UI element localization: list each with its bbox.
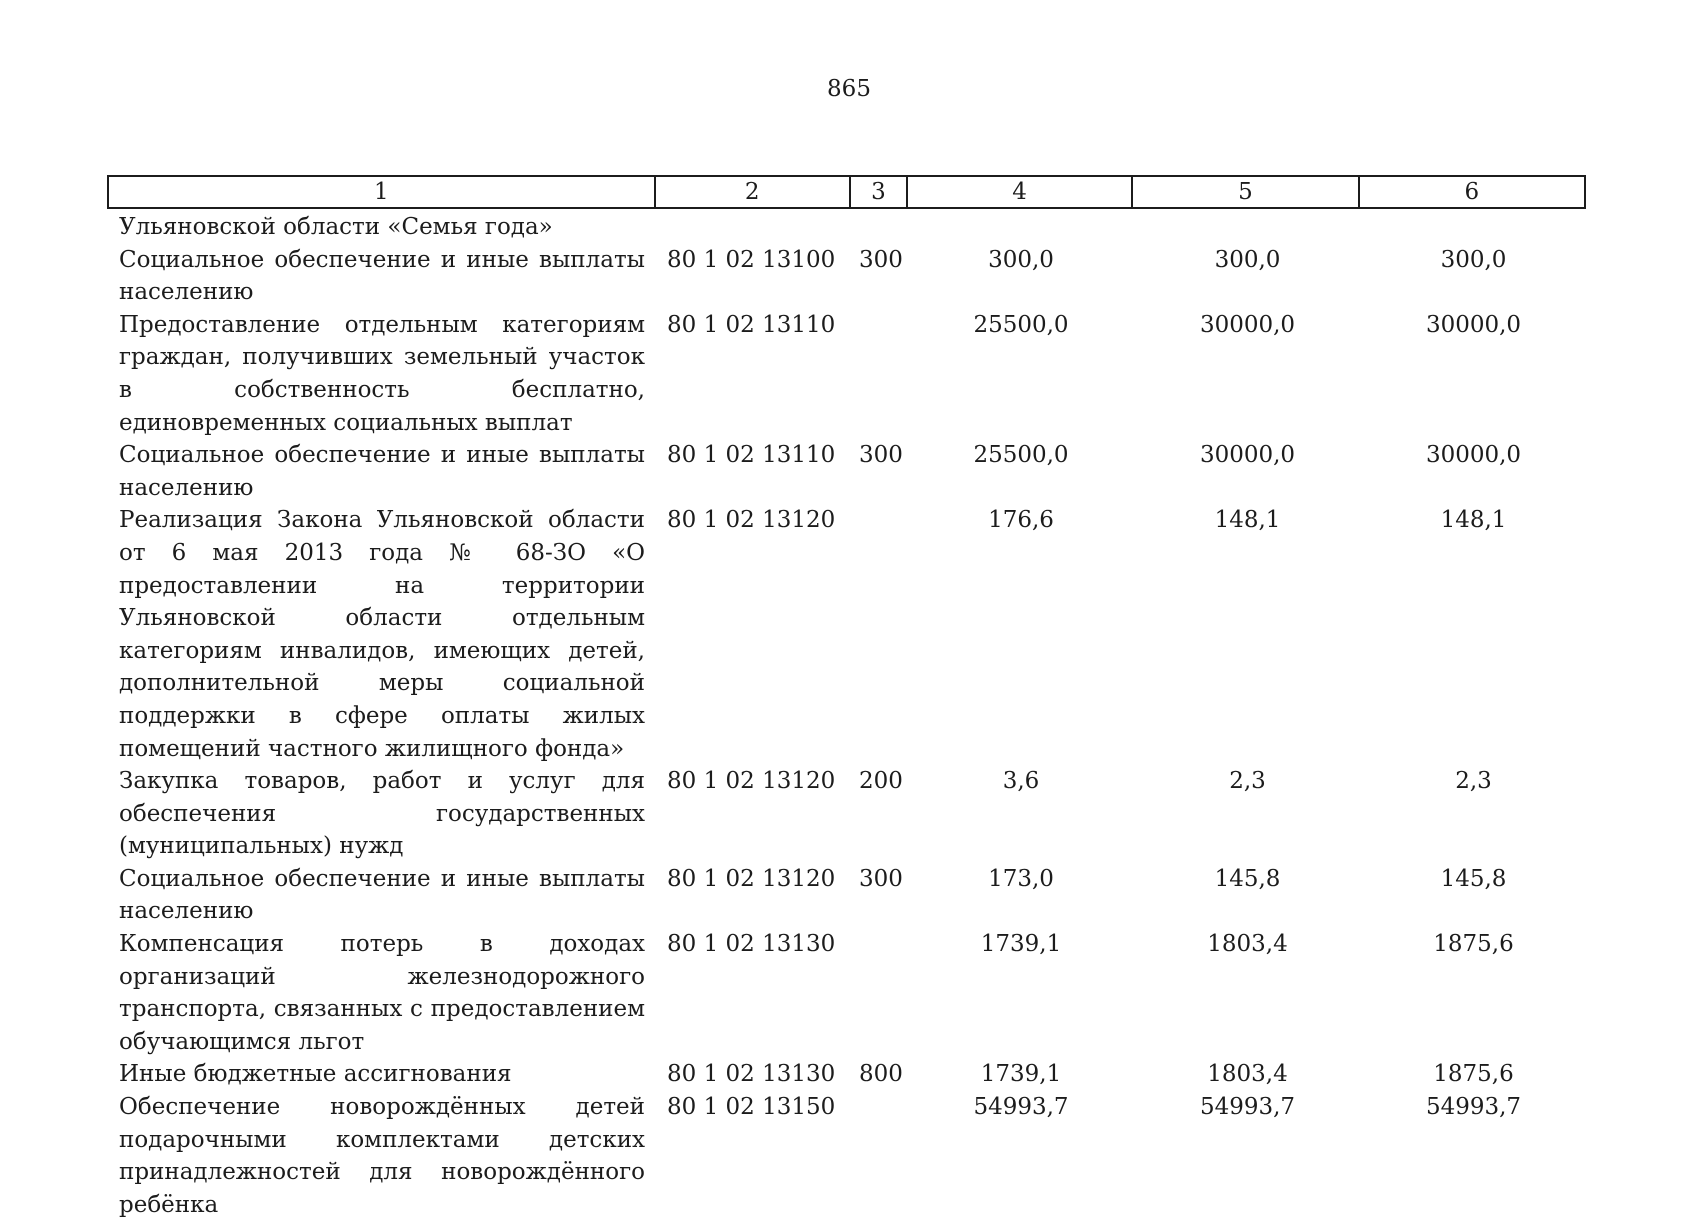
row-value-5: 1803,4 — [1207, 1061, 1288, 1088]
row-code: 80 1 02 13150 — [667, 1094, 836, 1121]
row-name: Иные бюджетные ассигнования — [119, 1061, 512, 1088]
column-header-6: 6 — [1464, 179, 1480, 205]
budget-table-body — [107, 211, 1586, 1221]
row-code: 80 1 02 13130 — [667, 1061, 836, 1088]
row-value-4: 1739,1 — [980, 931, 1062, 958]
row-code: 80 1 02 13110 — [667, 442, 836, 469]
row-value-6 — [1361, 211, 1586, 244]
row-value-4: 25500,0 — [973, 311, 1069, 338]
row-name: Обеспечение новорождённых детей подарочными комплектами детских принадлежностей для новорождённого ребёнка — [119, 1094, 645, 1218]
row-type: 800 — [859, 1061, 903, 1088]
table-row — [107, 439, 1586, 504]
row-code: 80 1 02 13100 — [667, 246, 836, 273]
row-value-6: 30000,0 — [1425, 442, 1522, 469]
row-value-5: 300,0 — [1214, 246, 1281, 273]
row-code: 80 1 02 13130 — [667, 931, 836, 958]
table-row — [107, 928, 1586, 1058]
row-value-5: 1803,4 — [1207, 931, 1288, 958]
row-value-6: 300,0 — [1440, 246, 1507, 273]
row-code — [655, 211, 851, 244]
column-header-5: 5 — [1133, 177, 1359, 207]
row-value-4: 25500,0 — [973, 442, 1069, 469]
table-row — [107, 1058, 1586, 1091]
table-row — [107, 1091, 1586, 1221]
row-type — [851, 211, 908, 244]
page-number: 865 — [827, 76, 871, 102]
row-value-6: 1875,6 — [1433, 1061, 1514, 1088]
row-value-4: 176,6 — [988, 507, 1054, 534]
row-name: Социальное обеспечение и иные выплаты населению — [119, 246, 645, 306]
row-value-4: 173,0 — [988, 865, 1054, 892]
row-value-6: 30000,0 — [1425, 311, 1522, 338]
row-value-4: 3,6 — [1002, 768, 1040, 795]
row-value-5: 30000,0 — [1199, 442, 1296, 469]
row-code: 80 1 02 13110 — [667, 311, 836, 338]
row-value-5: 145,8 — [1214, 865, 1281, 892]
table-row — [107, 309, 1586, 439]
row-name: Реализация Закона Ульяновской области от 6 мая 2013 года № 68-ЗО «О предоставлении на территории Ульяновской области отдельным категориям инвалидов, имеющих детей, дополнительной меры социальной поддержки в сфере оплаты жилых помещений частного жилищного фонда» — [119, 507, 645, 762]
row-type: 300 — [859, 442, 903, 469]
column-number-header — [107, 175, 1586, 209]
row-type — [851, 1091, 908, 1221]
row-value-5: 2,3 — [1229, 768, 1266, 795]
row-type: 300 — [859, 865, 903, 892]
row-code: 80 1 02 13120 — [667, 768, 836, 795]
row-value-5: 54993,7 — [1199, 1094, 1296, 1121]
row-value-4 — [908, 211, 1134, 244]
row-value-4: 1739,1 — [980, 1061, 1062, 1088]
row-name: Социальное обеспечение и иные выплаты населению — [119, 865, 645, 925]
row-value-4: 54993,7 — [973, 1094, 1069, 1121]
row-name: Предоставление отдельным категориям граждан, получивших земельный участок в собственность бесплатно, единовременных социальных выплат — [119, 311, 645, 436]
row-value-6: 2,3 — [1455, 768, 1492, 795]
row-value-6: 145,8 — [1440, 865, 1507, 892]
row-value-5 — [1134, 211, 1361, 244]
row-value-5: 148,1 — [1214, 507, 1281, 534]
table-row — [107, 765, 1586, 863]
row-name: Ульяновской области «Семья года» — [119, 214, 553, 240]
table-row — [107, 504, 1586, 765]
row-value-6: 1875,6 — [1433, 931, 1514, 958]
row-name: Закупка товаров, работ и услуг для обеспечения государственных (муниципальных) нужд — [119, 768, 645, 860]
row-type — [851, 928, 908, 1058]
row-name: Компенсация потерь в доходах организаций железнодорожного транспорта, связанных с предоставлением обучающимся льгот — [119, 931, 645, 1055]
row-value-4: 300,0 — [988, 246, 1054, 273]
row-type: 200 — [859, 768, 903, 795]
column-header-2: 2 — [656, 177, 851, 207]
table-row — [107, 211, 1586, 244]
row-type — [851, 309, 908, 439]
row-value-6: 148,1 — [1440, 507, 1507, 534]
row-code: 80 1 02 13120 — [667, 865, 836, 892]
column-header-1: 1 — [109, 177, 656, 207]
row-type: 300 — [859, 246, 903, 273]
table-row — [107, 863, 1586, 928]
column-header-4: 4 — [908, 177, 1133, 207]
column-header-3: 3 — [851, 177, 908, 207]
row-code: 80 1 02 13120 — [667, 507, 836, 534]
table-row — [107, 244, 1586, 309]
row-value-6: 54993,7 — [1425, 1094, 1522, 1121]
row-type — [851, 504, 908, 765]
row-name: Социальное обеспечение и иные выплаты населению — [119, 442, 645, 501]
row-value-5: 30000,0 — [1199, 311, 1296, 338]
